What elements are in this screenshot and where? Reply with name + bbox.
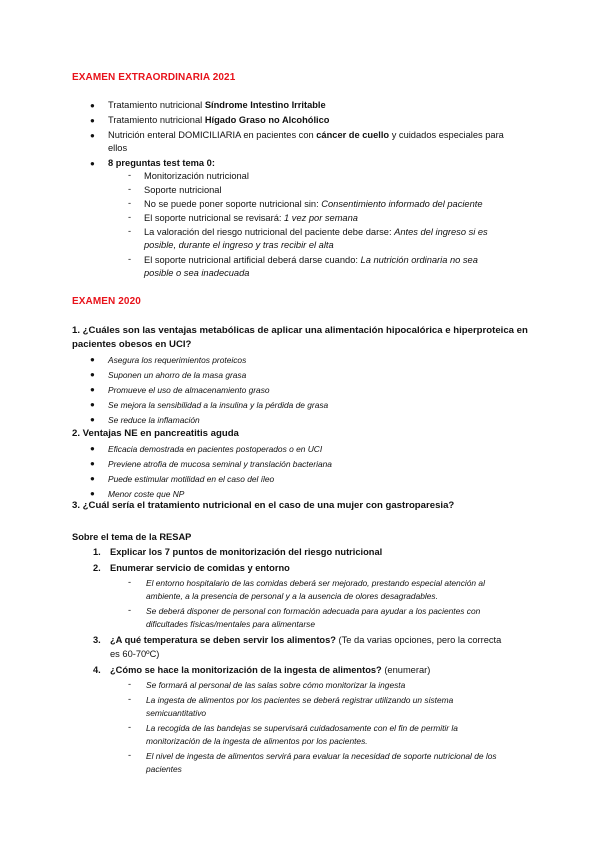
bullet-dot: ●	[90, 415, 95, 424]
list-item: La recogida de las bandejas se supervisará cuidadosamente con el fin de permitir la	[146, 723, 458, 733]
list-item: La ingesta de alimentos por los pacientes se deberá registrar utilizando un sistema	[146, 695, 454, 705]
resap-item-4: ¿Cómo se hace la monitorización de la ingesta de alimentos? (enumerar)	[110, 665, 431, 675]
list-item: El nivel de ingesta de alimentos servirá para evaluar la necesidad de soporte nutricional de los	[146, 751, 497, 761]
question-3: 3. ¿Cuál sería el tratamiento nutricional en el caso de una mujer con gastroparesia?	[72, 500, 455, 511]
bullet-dot: ●	[90, 131, 95, 140]
list-item: Se formará al personal de las salas sobre cómo monitorizar la ingesta	[146, 680, 406, 690]
question-1-continuation: pacientes obesos en UCI?	[72, 339, 192, 350]
list-item: Promueve el uso de almacenamiento graso	[108, 385, 270, 395]
section-heading-extraordinaria-2021: EXAMEN EXTRAORDINARIA 2021	[72, 72, 236, 83]
list-item: Menor coste que NP	[108, 489, 185, 499]
list-item: No se puede poner soporte nutricional sin: Consentimiento informado del paciente	[144, 199, 483, 209]
item-number: 4.	[93, 665, 101, 675]
list-item: Nutrición enteral DOMICILIARIA en pacientes con cáncer de cuello y cuidados especiales para	[108, 130, 504, 140]
question-1: 1. ¿Cuáles son las ventajas metabólicas de aplicar una alimentación hipocalórica e hiperproteica en	[72, 325, 528, 336]
list-item: Soporte nutricional	[144, 185, 222, 195]
bullet-dot: ●	[90, 489, 95, 498]
dash-marker: -	[128, 577, 132, 587]
list-item-continuation: posible o sea inadecuada	[144, 268, 250, 278]
bullet-dot: ●	[90, 116, 95, 125]
dash-marker: -	[128, 226, 132, 236]
list-item: Puede estimular motilidad en el caso del íleo	[108, 474, 275, 484]
question-2: 2. Ventajas NE en pancreatitis aguda	[72, 428, 239, 439]
list-item: Previene atrofia de mucosa seminal y translación bacteriana	[108, 459, 332, 469]
item-number: 3.	[93, 635, 101, 645]
bullet-dot: ●	[90, 385, 95, 394]
resap-item-3-continuation: es 60-70ºC)	[110, 649, 160, 659]
bullet-dot: ●	[90, 101, 95, 110]
test-label: 8 preguntas test tema 0:	[108, 158, 215, 168]
list-item: Asegura los requerimientos proteicos	[108, 355, 247, 365]
dash-marker: -	[128, 605, 132, 615]
list-item-continuation: posible, durante el ingreso y tras recibir el alta	[144, 240, 334, 250]
list-item: El soporte nutricional se revisará: 1 vez por semana	[144, 213, 358, 223]
dash-marker: -	[128, 722, 132, 732]
bullet-dot: ●	[90, 444, 95, 453]
dash-marker: -	[128, 694, 132, 704]
list-item-continuation: semicuantitativo	[146, 708, 207, 718]
dash-marker: -	[128, 679, 132, 689]
list-item: Suponen un ahorro de la masa grasa	[108, 370, 247, 380]
list-item: Se reduce la inflamación	[108, 415, 200, 425]
list-item: Se mejora la sensibilidad a la insulina y la pérdida de grasa	[108, 400, 329, 410]
list-item: El soporte nutricional artificial deberá darse cuando: La nutrición ordinaria no sea	[144, 255, 478, 265]
section-heading-examen-2020: EXAMEN 2020	[72, 296, 141, 307]
list-item: El entorno hospitalario de las comidas deberá ser mejorado, prestando especial atención al	[146, 578, 485, 588]
bullet-dot: ●	[90, 159, 95, 168]
list-item-continuation: dificultades físicas/mentales para alimentarse	[146, 619, 315, 629]
item-number: 2.	[93, 563, 101, 573]
list-item: Monitorización nutricional	[144, 171, 249, 181]
bullet-dot: ●	[90, 370, 95, 379]
list-item: Se deberá disponer de personal con formación adecuada para ayudar a los pacientes con	[146, 606, 481, 616]
dash-marker: -	[128, 198, 132, 208]
bullet-dot: ●	[90, 400, 95, 409]
dash-marker: -	[128, 254, 132, 264]
dash-marker: -	[128, 184, 132, 194]
bullet-dot: ●	[90, 355, 95, 364]
resap-item-1: Explicar los 7 puntos de monitorización del riesgo nutricional	[110, 547, 383, 557]
list-item: Eficacia demostrada en pacientes postoperados o en UCI	[108, 444, 323, 454]
list-item: La valoración del riesgo nutricional del paciente debe darse: Antes del ingreso si es	[144, 227, 488, 237]
list-item-continuation: ambiente, a la presencia de personal y a la ausencia de olores desagradables.	[146, 591, 438, 601]
dash-marker: -	[128, 170, 132, 180]
resap-heading: Sobre el tema de la RESAP	[72, 532, 192, 542]
list-item-continuation: monitorización de la ingesta de alimentos por los pacientes.	[146, 736, 368, 746]
resap-item-3: ¿A qué temperatura se deben servir los alimentos? (Te da varias opciones, pero la correcta	[110, 635, 502, 645]
resap-item-2: Enumerar servicio de comidas y entorno	[110, 563, 290, 573]
list-item: Tratamiento nutricional Síndrome Intestino Irritable	[108, 100, 326, 110]
item-number: 1.	[93, 547, 101, 557]
list-item-continuation: ellos	[108, 143, 128, 153]
list-item: Tratamiento nutricional Hígado Graso no Alcohólico	[108, 115, 330, 125]
bullet-dot: ●	[90, 474, 95, 483]
dash-marker: -	[128, 212, 132, 222]
list-item-continuation: pacientes	[146, 764, 182, 774]
dash-marker: -	[128, 750, 132, 760]
bullet-dot: ●	[90, 459, 95, 468]
